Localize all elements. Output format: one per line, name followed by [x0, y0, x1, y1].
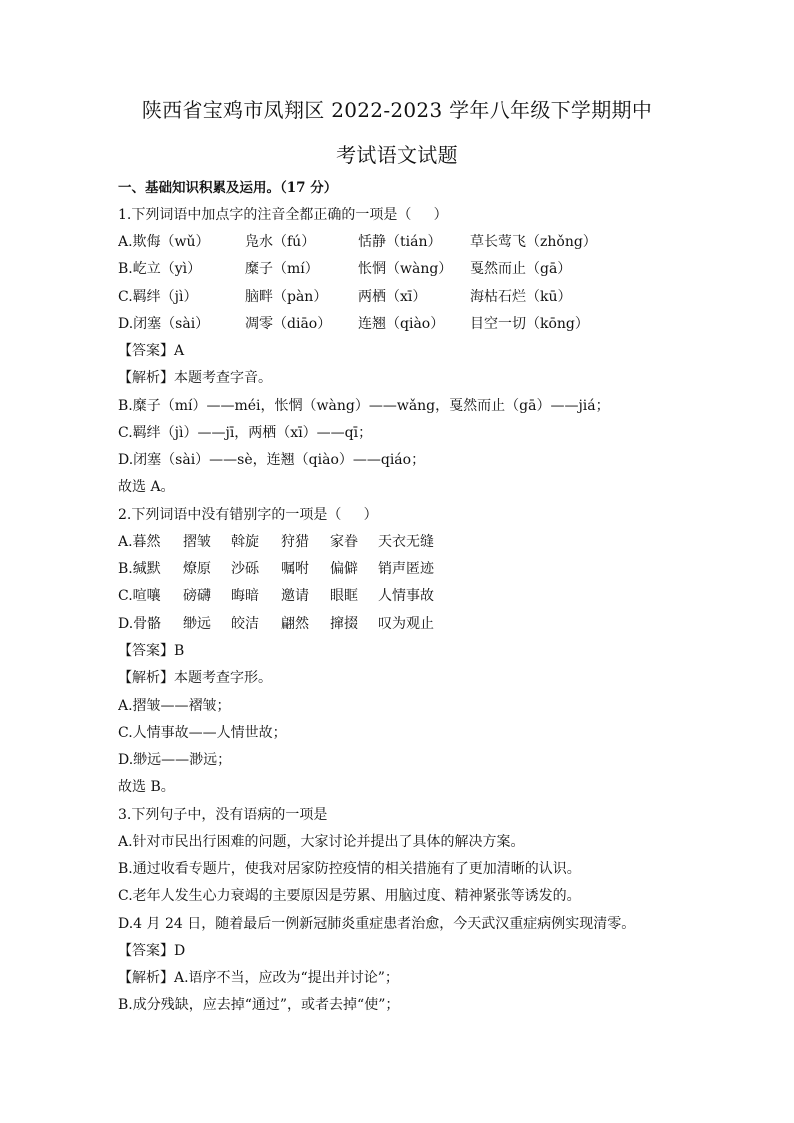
- q1-option-c: [118, 284, 698, 311]
- q1-option-c-item: 海枯石烂（kū）: [470, 288, 572, 305]
- q2-option-b-word: 偏僻: [330, 561, 358, 578]
- q2-option-c-word: 眼眶: [330, 588, 358, 605]
- q2-analysis-line: D.缈远——渺远；: [118, 752, 232, 769]
- section-heading: 一、基础知识积累及运用。（17 分）: [118, 179, 338, 196]
- q1-option-c-item: 两栖（xī）: [358, 288, 427, 305]
- q1-conclusion: 故选 A。: [118, 479, 175, 496]
- q2-option-a-word: 摺皱: [183, 533, 211, 550]
- q2-option-d-word: 翩然: [281, 615, 309, 632]
- q2-option-c-word: C.喧嚷: [118, 588, 161, 605]
- q2-stem: 2.下列词语中没有错别字的一项是（ ）: [118, 506, 378, 523]
- q1-option-d: [118, 311, 698, 338]
- q2-option-b-word: 销声匿迹: [378, 561, 434, 578]
- q2-option-c: [118, 583, 698, 610]
- q3-analysis-line: B.成分残缺，应去掉“通过”，或者去掉“使”；: [118, 997, 400, 1014]
- q3-option-b: B.通过收看专题片，使我对居家防控疫情的相关措施有了更加清晰的认识。: [118, 861, 581, 878]
- q2-option-a-word: 狩猎: [281, 533, 309, 550]
- q2-option-c-word: 磅礴: [183, 588, 211, 605]
- q2-analysis-line: C.人情事故——人情世故；: [118, 724, 287, 741]
- q1-option-b-item: 戛然而止（gā）: [470, 261, 572, 278]
- q3-stem: 3.下列句子中，没有语病的一项是: [118, 806, 328, 823]
- q1-option-d-item: 凋零（diāo）: [245, 315, 332, 332]
- q1-option-b: [118, 256, 698, 283]
- exam-content: [118, 175, 698, 1020]
- q2-option-d: [118, 611, 698, 638]
- q2-option-d-word: 皎洁: [231, 615, 259, 632]
- q2-option-c-word: 邀请: [281, 588, 309, 605]
- q2-option-b-word: 沙砾: [231, 561, 259, 578]
- q1-analysis-line: B.糜子（mí）——méi，怅惘（wàng）——wǎng，戛然而止（gā）——jiá；: [118, 397, 610, 414]
- q1-analysis-line: C.羁绊（jì）——jī，两栖（xī）——qī；: [118, 424, 373, 441]
- q1-option-a: [118, 229, 698, 256]
- q2-option-a-word: A.暮然: [118, 533, 161, 550]
- q1-option-b-item: 怅惘（wàng）: [358, 261, 453, 278]
- q1-option-a-item: 草长莺飞（zhǒng）: [470, 234, 597, 251]
- q2-answer: 【答案】B: [118, 643, 185, 660]
- q1-answer: 【答案】A: [118, 343, 185, 360]
- q1-stem: 1.下列词语中加点字的注音全都正确的一项是（ ）: [118, 206, 448, 223]
- q1-option-c-item: 脑畔（pàn）: [245, 288, 328, 305]
- q2-option-b-word: 嘱咐: [281, 561, 309, 578]
- q2-analysis-line: 【解析】本题考查字形。: [118, 670, 272, 687]
- q3-option-c: C.老年人发生心力衰竭的主要原因是劳累、用脑过度、精神紧张等诱发的。: [118, 888, 581, 905]
- q2-option-b-word: B.缄默: [118, 561, 161, 578]
- q2-option-a-word: 斡旋: [231, 533, 259, 550]
- q1-option-d-item: 连翘（qiào）: [358, 315, 445, 332]
- q3-option-d: D.4 月 24 日，随着最后一例新冠肺炎重症患者治愈，今天武汉重症病例实现清零。: [118, 915, 636, 932]
- q1-option-c-item: C.羁绊（jì）: [118, 288, 198, 305]
- q3-option-a: A.针对市民出行困难的问题，大家讨论并提出了具体的解决方案。: [118, 833, 525, 850]
- q1-option-b-item: B.屹立（yì）: [118, 261, 202, 278]
- q2-option-a: [118, 529, 698, 556]
- page-title-line1: 陕西省宝鸡市凤翔区 2022-2023 学年八年级下学期期中: [141, 98, 653, 122]
- q1-option-d-item: 目空一切（kōng）: [470, 315, 589, 332]
- q1-option-a-item: 凫水（fú）: [245, 234, 316, 251]
- q1-option-b-item: 糜子（mí）: [245, 261, 319, 278]
- q1-option-d-item: D.闭塞（sài）: [118, 315, 210, 332]
- q2-conclusion: 故选 B。: [118, 779, 175, 796]
- q1-analysis-line: 【解析】本题考查字音。: [118, 370, 272, 387]
- q2-analysis-line: A.摺皱——褶皱；: [118, 697, 231, 714]
- q2-option-d-word: 缈远: [183, 615, 211, 632]
- page-title-line2: 考试语文试题: [336, 143, 458, 167]
- q3-analysis-line: 【解析】A.语序不当，应改为“提出并讨论”；: [118, 970, 399, 987]
- q2-option-a-word: 家眷: [330, 533, 358, 550]
- q2-option-d-word: 撺掇: [330, 615, 358, 632]
- q1-option-a-item: A.欺侮（wǔ）: [118, 234, 210, 251]
- q2-option-b-word: 燎原: [183, 561, 211, 578]
- q2-option-d-word: D.骨骼: [118, 615, 162, 632]
- q2-option-b: [118, 556, 698, 583]
- q2-option-a-word: 天衣无缝: [378, 533, 434, 550]
- q2-option-c-word: 晦暗: [231, 588, 259, 605]
- q1-analysis-line: D.闭塞（sài）——sè，连翘（qiào）——qiáo；: [118, 452, 426, 469]
- q3-answer: 【答案】D: [118, 942, 186, 959]
- q2-option-d-word: 叹为观止: [378, 615, 434, 632]
- q2-option-c-word: 人情事故: [378, 588, 434, 605]
- q1-option-a-item: 恬静（tián）: [358, 234, 442, 251]
